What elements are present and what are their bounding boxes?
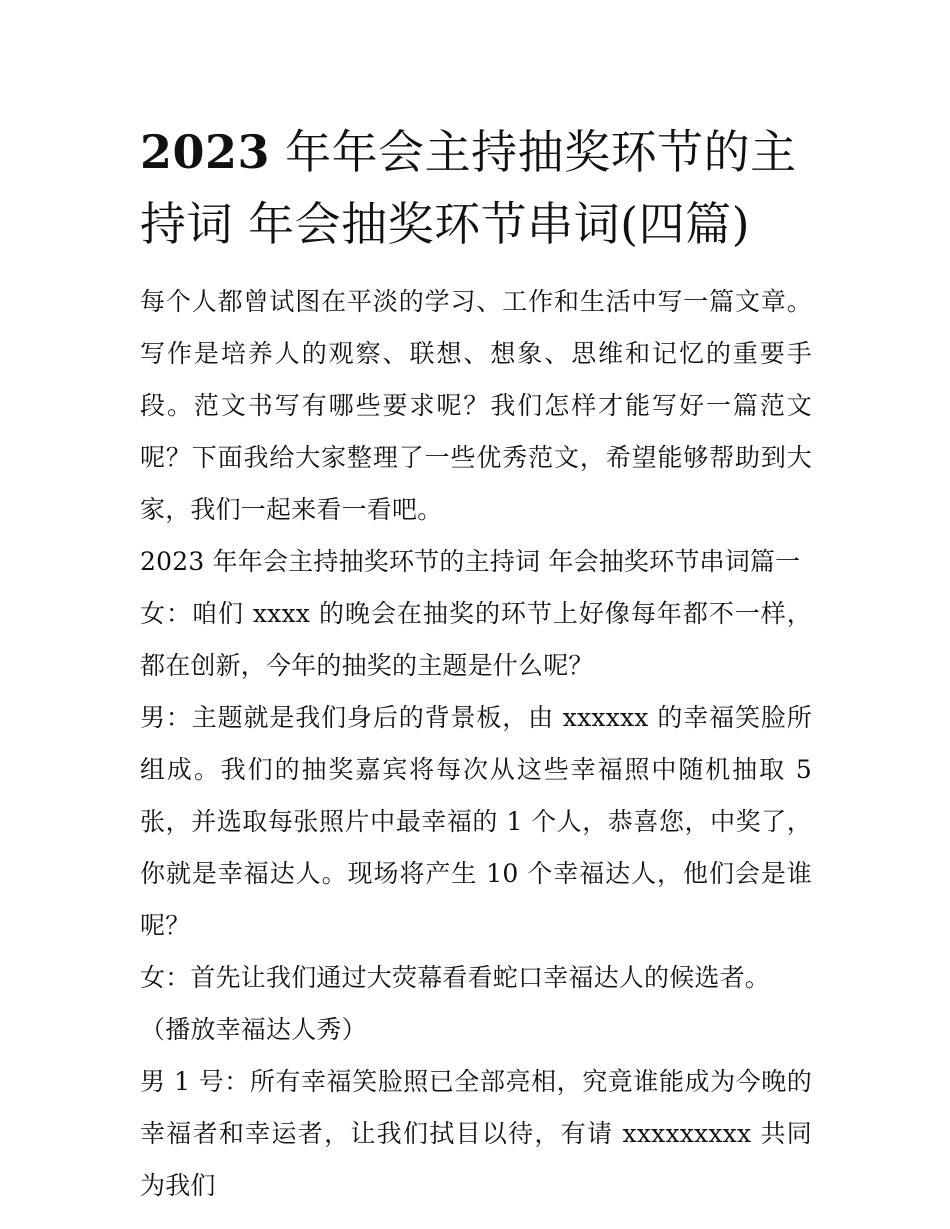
title-year: 2023 bbox=[140, 125, 271, 179]
dialogue-female-1: 女：咱们 xxxx 的晚会在抽奖的环节上好像每年都不一样，都在创新，今年的抽奖的主题是什么呢？ bbox=[140, 599, 812, 680]
title-text: 年年会主持抽奖环节的主持词 年会抽奖环节串词(四篇) bbox=[140, 125, 797, 251]
dialogue-male-1: 男：主题就是我们身后的背景板，由 xxxxxx 的幸福笑脸所组成。我们的抽奖嘉宾将每次从这些幸福照中随机抽取 5 张，并选取每张照片中最幸福的 1 个人，恭喜您，中奖了，你就是幸福达人。现场将产生 10 个幸福达人，他们会是谁呢？ bbox=[140, 703, 812, 940]
intro-paragraph: 每个人都曾试图在平淡的学习、工作和生活中写一篇文章。写作是培养人的观察、联想、想象、思维和记忆的重要手段。范文书写有哪些要求呢？我们怎样才能写好一篇范文呢？下面我给大家整理了一些优秀范文，希望能够帮助到大家，我们一起来看一看吧。 bbox=[140, 287, 812, 524]
stage-direction: （播放幸福达人秀） bbox=[140, 1015, 367, 1044]
document-title bbox=[140, 116, 812, 260]
document-body bbox=[140, 116, 812, 1212]
section-heading: 2023 年年会主持抽奖环节的主持词 年会抽奖环节串词篇一 bbox=[140, 547, 801, 576]
dialogue-female-2: 女：首先让我们通过大荧幕看看蛇口幸福达人的候选者。 bbox=[140, 963, 771, 992]
dialogue-male-no1: 男 1 号：所有幸福笑脸照已全部亮相，究竟谁能成为今晚的幸福者和幸运者，让我们拭目以待，有请 xxxxxxxxx 共同为我们 bbox=[140, 1067, 812, 1200]
